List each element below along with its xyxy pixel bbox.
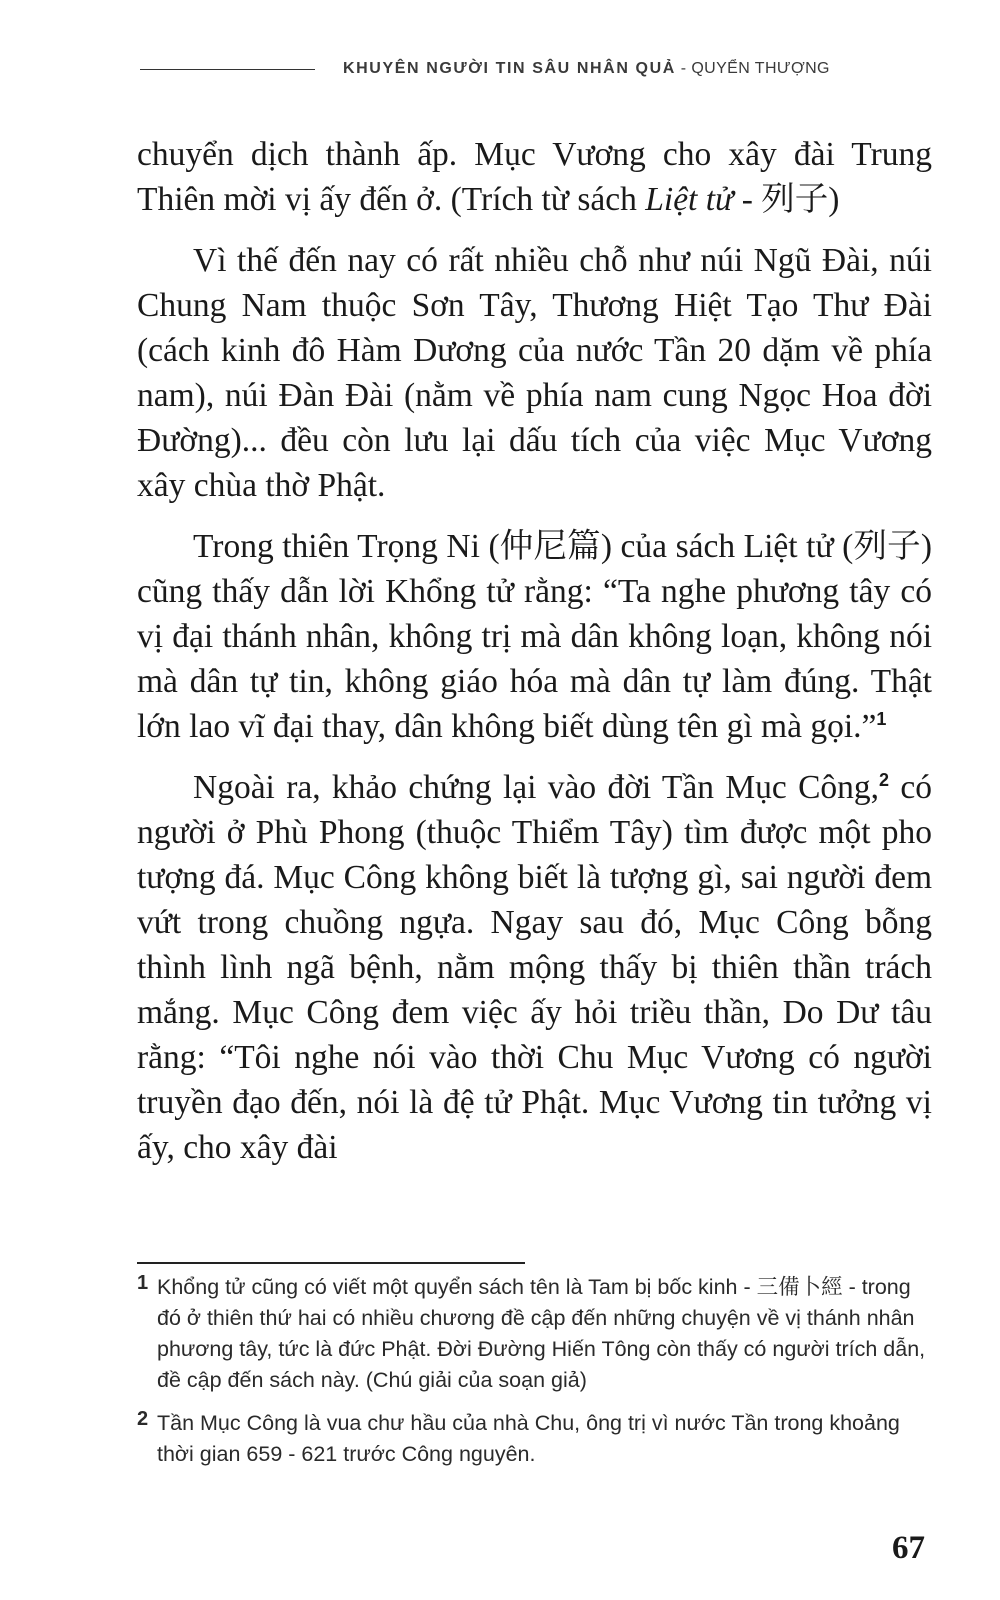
paragraph-4-text-a: Ngoài ra, khảo chứng lại vào đời Tần Mục Công, xyxy=(193,769,880,806)
book-title-italic: Liệt tử xyxy=(645,181,734,218)
footnote-2 xyxy=(137,1408,932,1470)
paragraph-4-text-b: có người ở Phù Phong (thuộc Thiểm Tây) tìm được một pho tượng đá. Mục Công không biết là tượng gì, sai người đem vứt trong chuồng ngựa. Ngay sau đó, Mục Công bỗng thình lình ngã bệnh, nằm mộng thấy bị thiên thần trách mắng. Mục Công đem việc ấy hỏi triều thần, Do Dư tâu rằng: “Tôi nghe nói vào thời Chu Mục Vương có người truyền đạo đến, nói là đệ tử Phật. Mục Vương tin tưởng vị ấy, cho xây đài xyxy=(137,769,933,1166)
paragraph-3-text: Trong thiên Trọng Ni (仲尼篇) của sách Liệt tử (列子) cũng thấy dẫn lời Khổng tử rằng: “Ta nghe phương tây có vị đại thánh nhân, không trị mà dân không loạn, không nói mà dân tự tin, không giáo hóa mà dân tự làm đúng. Thật lớn lao vĩ đại thay, dân không biết dùng tên gì mà gọi.” xyxy=(137,528,932,745)
paragraph-3 xyxy=(137,524,932,749)
footnote-2-text: Tần Mục Công là vua chư hầu của nhà Chu, ông trị vì nước Tần trong khoảng thời gian 659 - 621 trước Công nguyên. xyxy=(157,1411,900,1466)
footnote-1-text: Khổng tử cũng có viết một quyển sách tên là Tam bị bốc kinh - 三備卜經 - trong đó ở thiên thứ hai có nhiều chương đề cập đến những chuyện về vị thánh nhân phương tây, tức là đức Phật. Đời Đường Hiến Tông còn thấy có người trích dẫn, đề cập đến sách này. (Chú giải của soạn giả) xyxy=(157,1275,926,1392)
paragraph-4 xyxy=(137,765,932,1170)
header-title: KHUYÊN NGƯỜI TIN SÂU NHÂN QUẢ xyxy=(343,60,676,77)
page-number: 67 xyxy=(892,1530,925,1566)
footnote-1-number: 1 xyxy=(137,1272,149,1294)
footnote-1 xyxy=(137,1272,932,1396)
paragraph-1-tail: - 列子) xyxy=(733,181,840,218)
header-separator: - xyxy=(675,60,692,77)
paragraph-1 xyxy=(137,132,932,222)
header-subtitle: QUYỂN THƯỢNG xyxy=(691,60,830,77)
footnote-divider xyxy=(137,1262,525,1264)
footnotes xyxy=(137,1272,932,1482)
body-text xyxy=(137,132,932,1186)
footnote-ref-2[interactable]: 2 xyxy=(879,769,890,790)
header-rule xyxy=(140,69,315,70)
running-header xyxy=(140,60,930,78)
footnote-ref-1[interactable]: 1 xyxy=(876,708,887,729)
footnote-2-number: 2 xyxy=(137,1408,149,1430)
paragraph-2: Vì thế đến nay có rất nhiều chỗ như núi Ngũ Đài, núi Chung Nam thuộc Sơn Tây, Thương Hiệt Tạo Thư Đài (cách kinh đô Hàm Dương của nước Tần 20 dặm về phía nam), núi Đàn Đài (nằm về phía nam cung Ngọc Hoa đời Đường)... đều còn lưu lại dấu tích của việc Mục Vương xây chùa thờ Phật. xyxy=(137,242,932,504)
paragraph-1-text: chuyển dịch thành ấp. Mục Vương cho xây đài Trung Thiên mời vị ấy đến ở. (Trích từ sách xyxy=(137,136,932,218)
